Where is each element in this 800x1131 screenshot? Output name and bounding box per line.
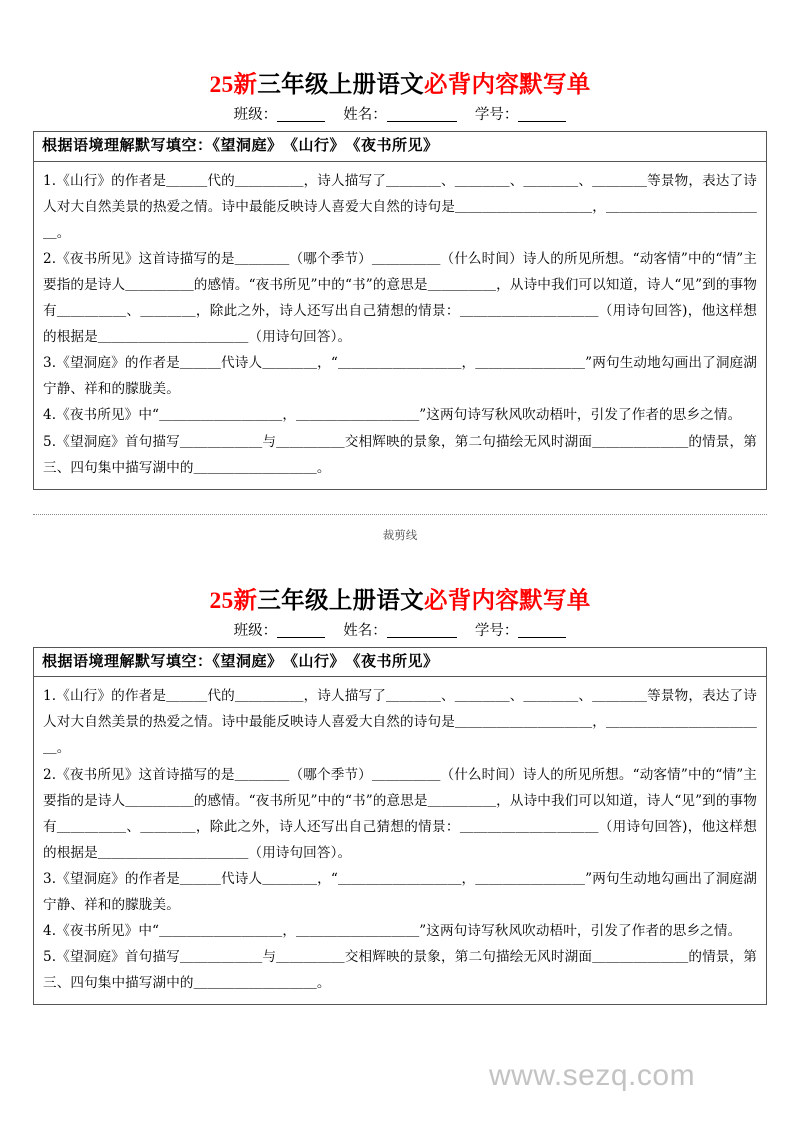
name-field-input[interactable]	[387, 121, 457, 122]
cut-line	[33, 508, 767, 552]
class-field-label: 班级：	[233, 107, 278, 124]
table-header-cell: 根据语境理解默写填空：《望洞庭》 《山行》 《夜书所见》	[34, 131, 767, 161]
question-item	[43, 944, 757, 996]
question-text: 《夜书所见》这首诗描写的是＿＿＿＿（哪个季节）＿＿＿＿＿（什么时间）诗人的所见所想。“动客情”中的“情”主要指的是诗人＿＿＿＿＿的感情。“夜书所见”中的“书”的意思是＿＿＿＿＿，从诗中我们可以知道，诗人“见”到的事物有＿＿＿＿＿、＿＿＿＿，除此之外，诗人还写出自己猜想的情景：＿＿＿＿＿＿＿＿＿＿（用诗句回答)，他这样想的根据是＿＿＿＿＿＿＿＿＿＿＿（用诗句回答）。	[43, 766, 757, 861]
student-info-line	[33, 105, 767, 127]
questions-cell	[34, 677, 767, 1005]
title-part-3: 必背内容默写单	[423, 587, 591, 614]
worksheet-copy-bottom	[33, 552, 767, 1006]
cut-line-label: 裁剪线	[377, 528, 424, 542]
question-number: 2.	[43, 766, 57, 783]
site-watermark: www.sezq.com	[489, 1059, 696, 1092]
worksheet-copy-top	[33, 0, 767, 490]
worksheet-table	[33, 131, 767, 490]
cut-line-label-wrap	[33, 528, 767, 544]
table-header-cell: 根据语境理解默写填空：《望洞庭》 《山行》 《夜书所见》	[34, 647, 767, 677]
name-field-input[interactable]	[387, 637, 457, 638]
question-item	[43, 683, 757, 761]
title-part-3: 必背内容默写单	[423, 72, 591, 98]
question-item	[43, 762, 757, 866]
question-number: 5.	[43, 949, 57, 966]
question-item	[43, 168, 757, 246]
question-number: 3.	[43, 355, 57, 372]
question-number: 2.	[43, 250, 57, 267]
question-text: 《夜书所见》中“＿＿＿＿＿＿＿＿＿，＿＿＿＿＿＿＿＿＿”这两句诗写秋风吹动梧叶，引发了作者的思乡之情。	[56, 407, 742, 424]
question-number: 4.	[43, 407, 57, 424]
id-field-input[interactable]	[518, 121, 566, 122]
question-text: 《山行》的作者是＿＿＿代的＿＿＿＿＿，诗人描写了＿＿＿＿、＿＿＿＿、＿＿＿＿、＿＿＿＿等景物，表达了诗人对大自然美景的热爱之情。诗中最能反映诗人喜爱大自然的诗句是＿＿＿＿＿＿＿＿＿＿，＿＿＿＿＿＿＿＿＿＿＿＿。	[43, 688, 757, 757]
title-part-2: 三年级上册语文	[257, 72, 424, 98]
table-body-row	[34, 677, 767, 1005]
question-text: 《望洞庭》首句描写＿＿＿＿＿＿与＿＿＿＿＿交相辉映的景象，第二句描绘无风时湖面＿＿＿＿＿＿＿的情景，第三、四句集中描写湖中的＿＿＿＿＿＿＿＿＿。	[43, 433, 757, 476]
question-item	[43, 246, 757, 350]
question-item	[43, 350, 757, 402]
class-field-input[interactable]	[277, 637, 325, 638]
name-field-label: 姓名：	[343, 622, 387, 639]
question-text: 《望洞庭》的作者是＿＿＿代诗人＿＿＿＿，“＿＿＿＿＿＿＿＿＿，＿＿＿＿＿＿＿＿”两句生动地勾画出了洞庭湖宁静、祥和的朦胧美。	[43, 870, 757, 914]
question-number: 1.	[43, 688, 57, 705]
question-item	[43, 429, 757, 481]
title-part-1: 25新	[209, 587, 258, 614]
id-field-label: 学号：	[474, 107, 519, 124]
student-info-line-duplicate	[33, 621, 767, 643]
id-field-label: 学号：	[474, 622, 519, 639]
id-field-input[interactable]	[518, 637, 566, 638]
table-header-row	[34, 131, 767, 161]
page-title-duplicate	[33, 586, 767, 616]
question-text: 《夜书所见》这首诗描写的是＿＿＿＿（哪个季节）＿＿＿＿＿（什么时间）诗人的所见所想。“动客情”中的“情”主要指的是诗人＿＿＿＿＿的感情。“夜书所见”中的“书”的意思是＿＿＿＿＿，从诗中我们可以知道，诗人“见”到的事物有＿＿＿＿＿、＿＿＿＿，除此之外，诗人还写出自己猜想的情景：＿＿＿＿＿＿＿＿＿＿（用诗句回答)，他这样想的根据是＿＿＿＿＿＿＿＿＿＿＿（用诗句回答）。	[43, 250, 757, 346]
title-part-1: 25新	[209, 72, 258, 98]
cut-line-dotted-top	[33, 514, 767, 515]
question-number: 5.	[43, 433, 57, 450]
worksheet-table-duplicate	[33, 647, 767, 1006]
questions-cell	[34, 161, 767, 489]
question-number: 3.	[43, 870, 57, 887]
name-field-label: 姓名：	[343, 107, 387, 124]
class-field-label: 班级：	[233, 622, 278, 639]
question-item	[43, 866, 757, 918]
table-body-row	[34, 161, 767, 489]
question-number: 4.	[43, 923, 57, 940]
title-part-2: 三年级上册语文	[257, 587, 424, 614]
question-text: 《夜书所见》中“＿＿＿＿＿＿＿＿＿，＿＿＿＿＿＿＿＿＿”这两句诗写秋风吹动梧叶，引发了作者的思乡之情。	[56, 923, 742, 940]
question-item	[43, 402, 757, 428]
question-text: 《山行》的作者是＿＿＿代的＿＿＿＿＿，诗人描写了＿＿＿＿、＿＿＿＿、＿＿＿＿、＿＿＿＿等景物，表达了诗人对大自然美景的热爱之情。诗中最能反映诗人喜爱大自然的诗句是＿＿＿＿＿＿＿＿＿＿，＿＿＿＿＿＿＿＿＿＿＿＿。	[43, 172, 757, 241]
question-text: 《望洞庭》首句描写＿＿＿＿＿＿与＿＿＿＿＿交相辉映的景象，第二句描绘无风时湖面＿＿＿＿＿＿＿的情景，第三、四句集中描写湖中的＿＿＿＿＿＿＿＿＿。	[43, 949, 757, 992]
page-title	[33, 70, 767, 100]
table-header-row	[34, 647, 767, 677]
question-text: 《望洞庭》的作者是＿＿＿代诗人＿＿＿＿，“＿＿＿＿＿＿＿＿＿，＿＿＿＿＿＿＿＿”两句生动地勾画出了洞庭湖宁静、祥和的朦胧美。	[43, 355, 757, 398]
class-field-input[interactable]	[277, 121, 325, 122]
question-item	[43, 918, 757, 944]
question-number: 1.	[43, 172, 57, 189]
